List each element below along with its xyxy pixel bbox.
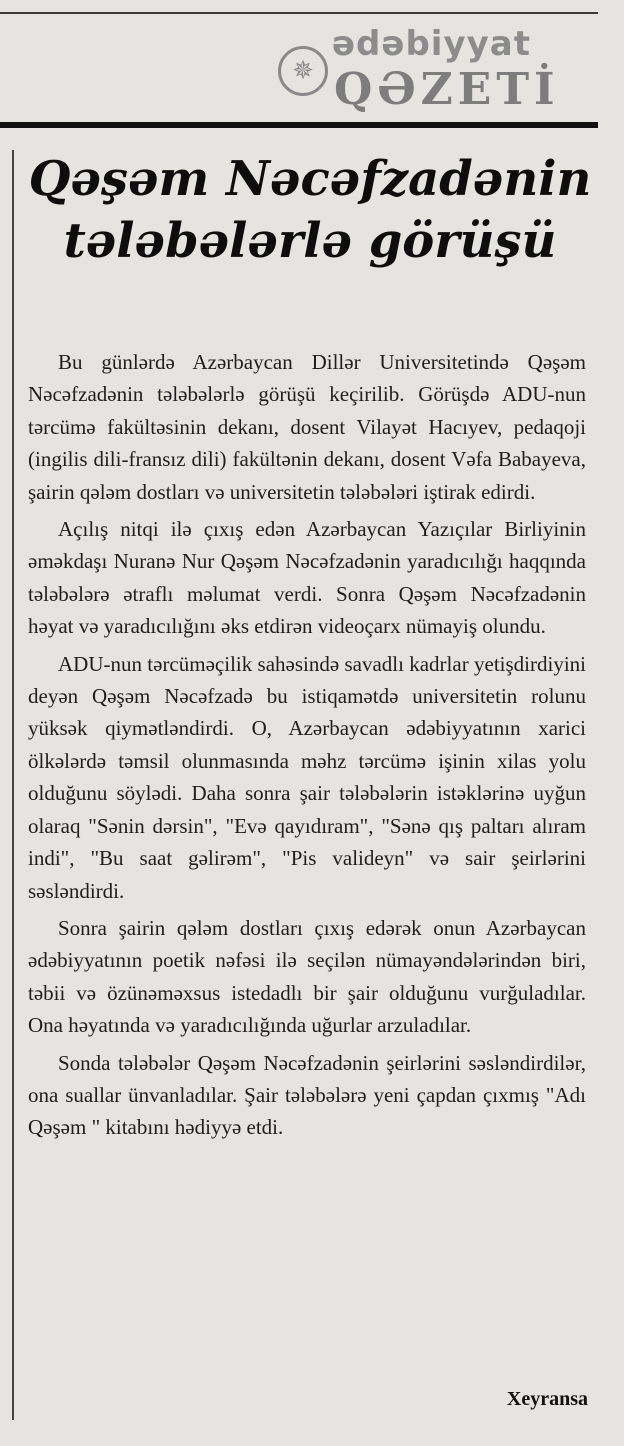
article-headline — [20, 148, 600, 272]
article-paragraph: Sonra şairin qələm dostları çıxış edərək onun Azərbaycan ədəbiyyatının poetik nəfəsi ilə seçilən nümayəndələrindən biri, təbii və özünəməxsus istedadlı bir şair olduğunu vurğuladılar. Ona həyatında və yaradıcılığında uğurlar arzuladılar. — [28, 915, 586, 1038]
top-rule — [0, 12, 598, 14]
author-byline: Xeyransa — [506, 1388, 588, 1410]
masthead-line2: QƏZETİ — [334, 64, 560, 115]
header-divider — [0, 122, 598, 128]
masthead-line1: ədəbiyyat — [332, 24, 531, 64]
masthead — [270, 22, 570, 114]
article-paragraph: ADU-nun tərcüməçilik sahəsində savadlı kadrlar yetişdirdiyini deyən Qəşəm Nəcəfzadə bu istiqamətdə universitetin rolunu yüksək qiymətləndirdi. O, Azərbaycan ədəbiyyatının xarici ölkələrdə təmsil olunmasında məhz tərcümə işinin xilas yolu olduğunu söylədi. Daha sonra şair tələbələrin istəklərinə uyğun olaraq "Sənin dərsin", "Evə qayıdıram", "Sənə qış paltarı alıram indi", "Bu saat gəlirəm", "Pis valideyn" və sair şeirlərini səsləndirdi. — [28, 651, 586, 903]
article-body — [28, 346, 586, 1149]
star-emblem-icon: ✵ — [278, 46, 328, 96]
column-rule — [12, 150, 14, 1420]
headline-line1: Qəşəm Nəcəfzadənin — [28, 151, 592, 207]
headline-line2: tələbələrlə görüşü — [63, 213, 557, 269]
article-paragraph: Açılış nitqi ilə çıxış edən Azərbaycan Yazıçılar Birliyinin əməkdaşı Nuranə Nur Qəşəm Nəcəfzadənin yaradıcılığı haqqında tələbələrə ətraflı məlumat verdi. Sonra Qəşəm Nəcəfzadənin həyat və yaradıcılığını əks etdirən videoçarx nümayiş olundu. — [28, 517, 586, 639]
article-paragraph: Bu günlərdə Azərbaycan Dillər Universitetində Qəşəm Nəcəfzadənin tələbələrlə görüşü keçirilib. Görüşdə ADU-nun tərcümə fakültəsinin dekanı, dosent Vilayət Hacıyev, pedaqoji (ingilis dili-fransız dili) fakültənin dekanı, dosent Vəfa Babayeva, şairin qələm dostları və universitetin tələbələri iştirak edirdi. — [28, 350, 586, 504]
article-paragraph: Sonda tələbələr Qəşəm Nəcəfzadənin şeirlərini səsləndirdilər, ona suallar ünvanladılar. Şair tələbələrə yeni çapdan çıxmış "Adı Qəşəm " kitabını hədiyyə etdi. — [28, 1050, 586, 1140]
